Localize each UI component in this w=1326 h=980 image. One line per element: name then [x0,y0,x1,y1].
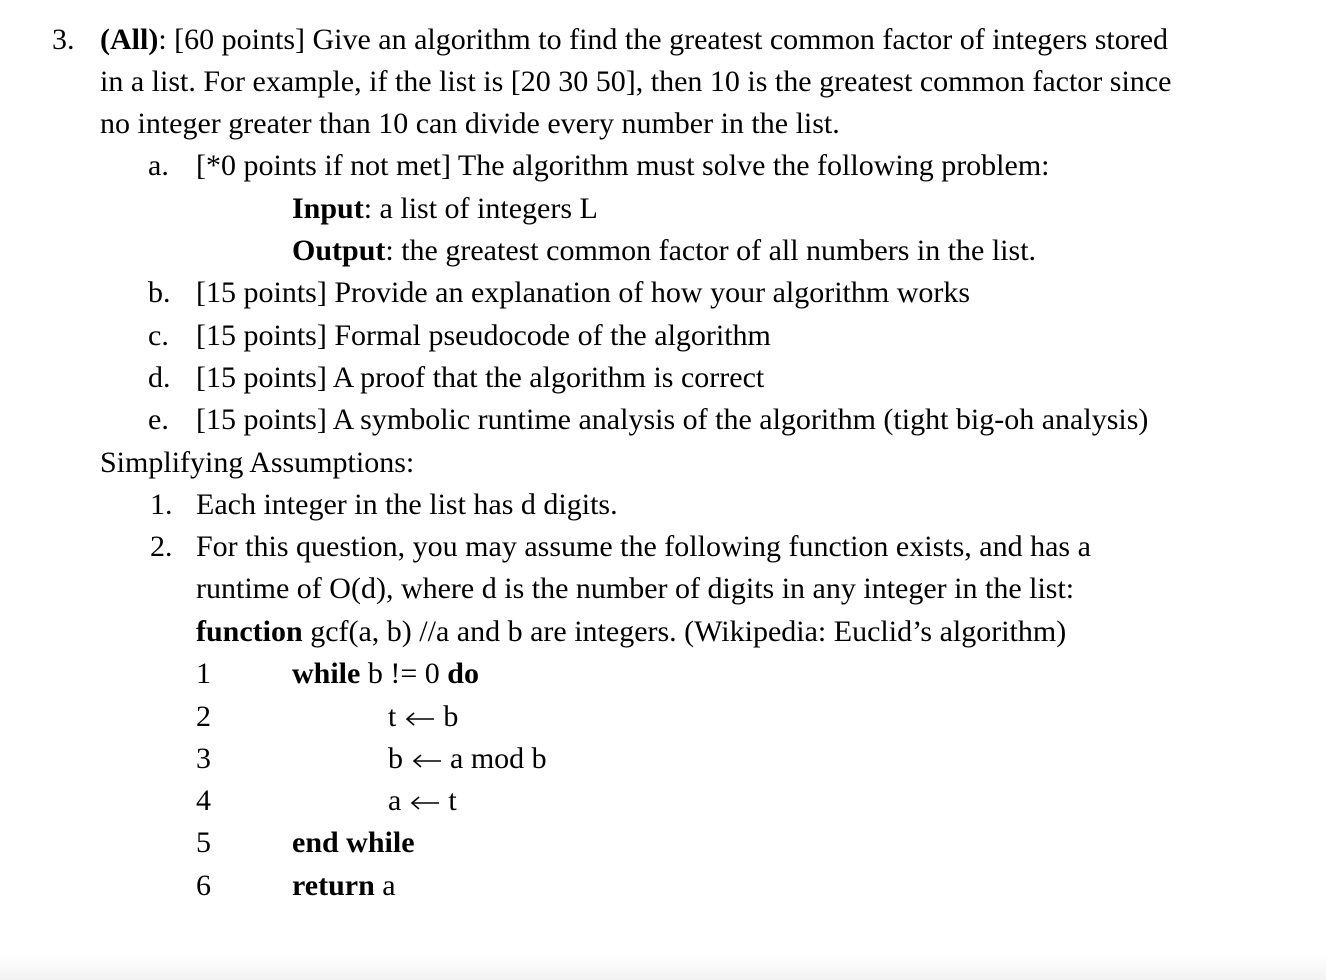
line-number-2: 2 [196,700,211,733]
question-line-2: in a list. For example, if the list is [20 30 50], then 10 is the greatest common factor since [100,65,1172,98]
part-d-marker: d. [148,361,171,394]
while-condition: b != 0 [360,657,448,690]
function-signature-text: gcf(a, b) //a and b are integers. (Wikipedia: Euclid’s algorithm) [302,615,1067,648]
assign-t-rhs: b [443,700,459,733]
function-signature [196,614,1066,650]
line-number-1: 1 [196,657,211,690]
assumptions-heading: Simplifying Assumptions: [100,446,415,479]
left-arrow-icon [405,712,435,726]
problem-input [292,191,598,227]
assign-b-lhs: b [388,742,403,775]
code-line-assign-b [388,741,547,777]
question-number: 3. [52,23,75,56]
part-b-text: [15 points] Provide an explanation of how your algorithm works [196,276,971,309]
input-label: Input [292,192,364,225]
output-text: : the greatest common factor of all numbers in the list. [385,234,1037,267]
left-arrow-icon [410,796,440,810]
line-number-6: 6 [196,869,211,902]
part-d-text: [15 points] A proof that the algorithm is correct [196,361,765,394]
question-intro [100,22,1168,58]
question-line-3: no integer greater than 10 can divide every number in the list. [100,107,840,140]
part-b-marker: b. [148,276,171,309]
page-bottom-edge [0,956,1326,980]
question-tag: (All) [100,23,159,56]
assumption-2-continuation: runtime of O(d), where d is the number of digits in any integer in the list: [196,572,1075,605]
assumption-2-marker: 2. [150,530,173,563]
part-a-marker: a. [148,149,169,182]
assign-a-lhs: a [388,784,402,817]
while-keyword: while [292,657,361,690]
part-c-marker: c. [148,319,169,352]
code-line-return [292,868,396,904]
line-number-3: 3 [196,742,211,775]
code-line-end-while [292,825,415,861]
return-value: a [374,869,396,902]
code-line-assign-t [388,699,458,735]
part-c-text: [15 points] Formal pseudocode of the algorithm [196,319,771,352]
do-keyword: do [447,657,479,690]
question-intro-text: : [60 points] Give an algorithm to find the greatest common factor of integers stored [158,23,1169,56]
assign-a-rhs: t [448,784,457,817]
assumption-1-text: Each integer in the list has d digits. [196,488,618,521]
code-line-while [292,656,479,692]
assign-b-rhs: a mod b [450,742,547,775]
line-number-4: 4 [196,784,211,817]
return-keyword: return [292,869,375,902]
part-a-text: [*0 points if not met] The algorithm must solve the following problem: [196,149,1050,182]
part-e-text: [15 points] A symbolic runtime analysis of the algorithm (tight big-oh analysis) [196,403,1149,436]
assumption-2-text: For this question, you may assume the following function exists, and has a [196,530,1091,563]
input-text: : a list of integers L [363,192,598,225]
left-arrow-icon [412,754,442,768]
assign-t-lhs: t [388,700,397,733]
output-label: Output [292,234,386,267]
end-while-keyword: end while [292,826,415,859]
problem-output [292,233,1036,269]
line-number-5: 5 [196,826,211,859]
code-line-assign-a [388,783,457,819]
assumption-1-marker: 1. [150,488,173,521]
function-keyword: function [196,615,303,648]
part-e-marker: e. [148,403,169,436]
